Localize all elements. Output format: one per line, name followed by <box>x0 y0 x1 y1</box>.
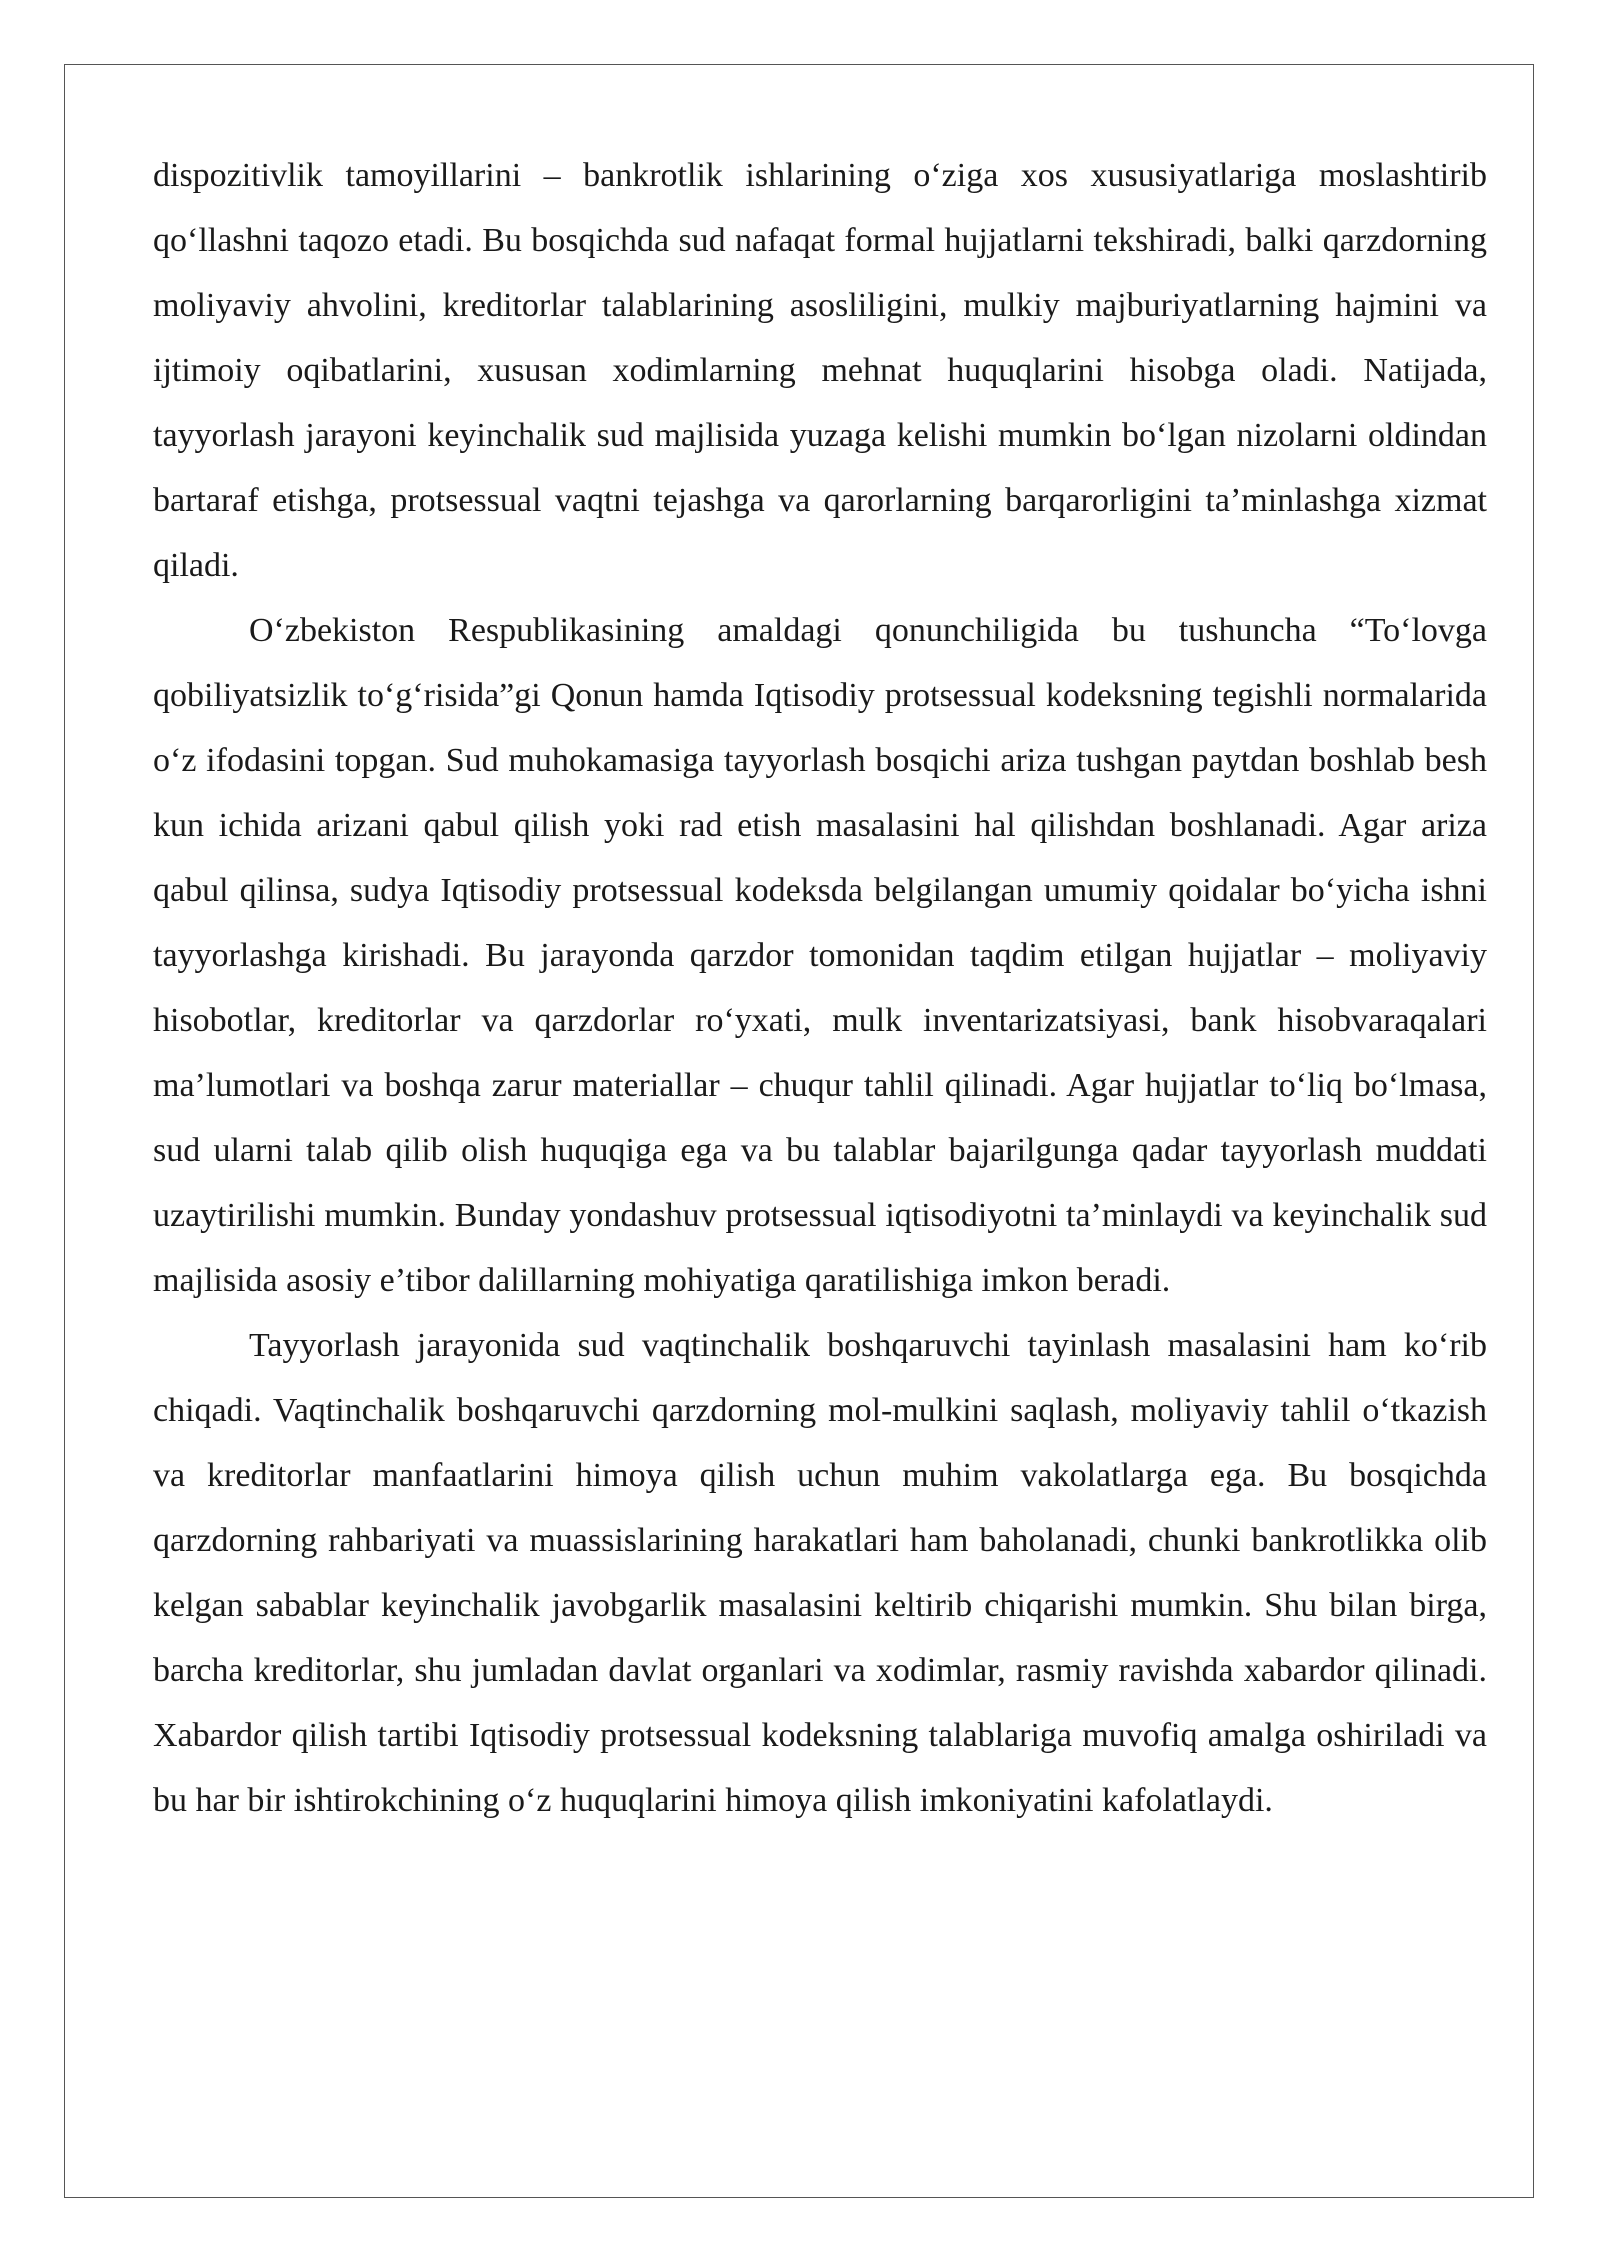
paragraph-temporary-manager: Tayyorlash jarayonida sud vaqtinchalik boshqaruvchi tayinlash masalasini ham ko‘rib chiqadi. Vaqtinchalik boshqaruvchi qarzdorning mol-mulkini saqlash, moliyaviy tahlil o‘tkazish va kreditorlar manfaatlarini himoya qilish uchun muhim vakolatlarga ega. Bu bosqichda qarzdorning rahbariyati va muassislarining harakatlari ham baholanadi, chunki bankrotlikka olib kelgan sabablar keyinchalik javobgarlik masalasini keltirib chiqarishi mumkin. Shu bilan birga, barcha kreditorlar, shu jumladan davlat organlari va xodimlar, rasmiy ravishda xabardor qilinadi. Xabardor qilish tartibi Iqtisodiy protsessual kodeksning talablariga muvofiq amalga oshiriladi va bu har bir ishtirokchining o‘z huquqlarini himoya qilish imkoniyatini kafolatlaydi. <box>153 1327 1487 1819</box>
document-body <box>153 143 1487 1833</box>
paragraph-continuation: dispozitivlik tamoyillarini – bankrotlik ishlarining o‘ziga xos xususiyatlariga moslashtirib qo‘llashni taqozo etadi. Bu bosqichda sud nafaqat formal hujjatlarni tekshiradi, balki qarzdorning moliyaviy ahvolini, kreditorlar talablarining asosliligini, mulkiy majburiyatlarning hajmini va ijtimoiy oqibatlarini, xususan xodimlarning mehnat huquqlarini hisobga oladi. Natijada, tayyorlash jarayoni keyinchalik sud majlisida yuzaga kelishi mumkin bo‘lgan nizolarni oldindan bartaraf etishga, protsessual vaqtni tejashga va qarorlarning barqarorligini ta’minlashga xizmat qiladi. <box>153 157 1487 584</box>
paragraph-legislation: O‘zbekiston Respublikasining amaldagi qonunchiligida bu tushuncha “To‘lovga qobiliyatsizlik to‘g‘risida”gi Qonun hamda Iqtisodiy protsessual kodeksning tegishli normalarida o‘z ifodasini topgan. Sud muhokamasiga tayyorlash bosqichi ariza tushgan paytdan boshlab besh kun ichida arizani qabul qilish yoki rad etish masalasini hal qilishdan boshlanadi. Agar ariza qabul qilinsa, sudya Iqtisodiy protsessual kodeksda belgilangan umumiy qoidalar bo‘yicha ishni tayyorlashga kirishadi. Bu jarayonda qarzdor tomonidan taqdim etilgan hujjatlar – moliyaviy hisobotlar, kreditorlar va qarzdorlar ro‘yxati, mulk inventarizatsiyasi, bank hisobvaraqalari ma’lumotlari va boshqa zarur materiallar – chuqur tahlil qilinadi. Agar hujjatlar to‘liq bo‘lmasa, sud ularni talab qilib olish huquqiga ega va bu talablar bajarilgunga qadar tayyorlash muddati uzaytirilishi mumkin. Bunday yondashuv protsessual iqtisodiyotni ta’minlaydi va keyinchalik sud majlisida asosiy e’tibor dalillarning mohiyatiga qaratilishiga imkon beradi. <box>153 612 1487 1299</box>
